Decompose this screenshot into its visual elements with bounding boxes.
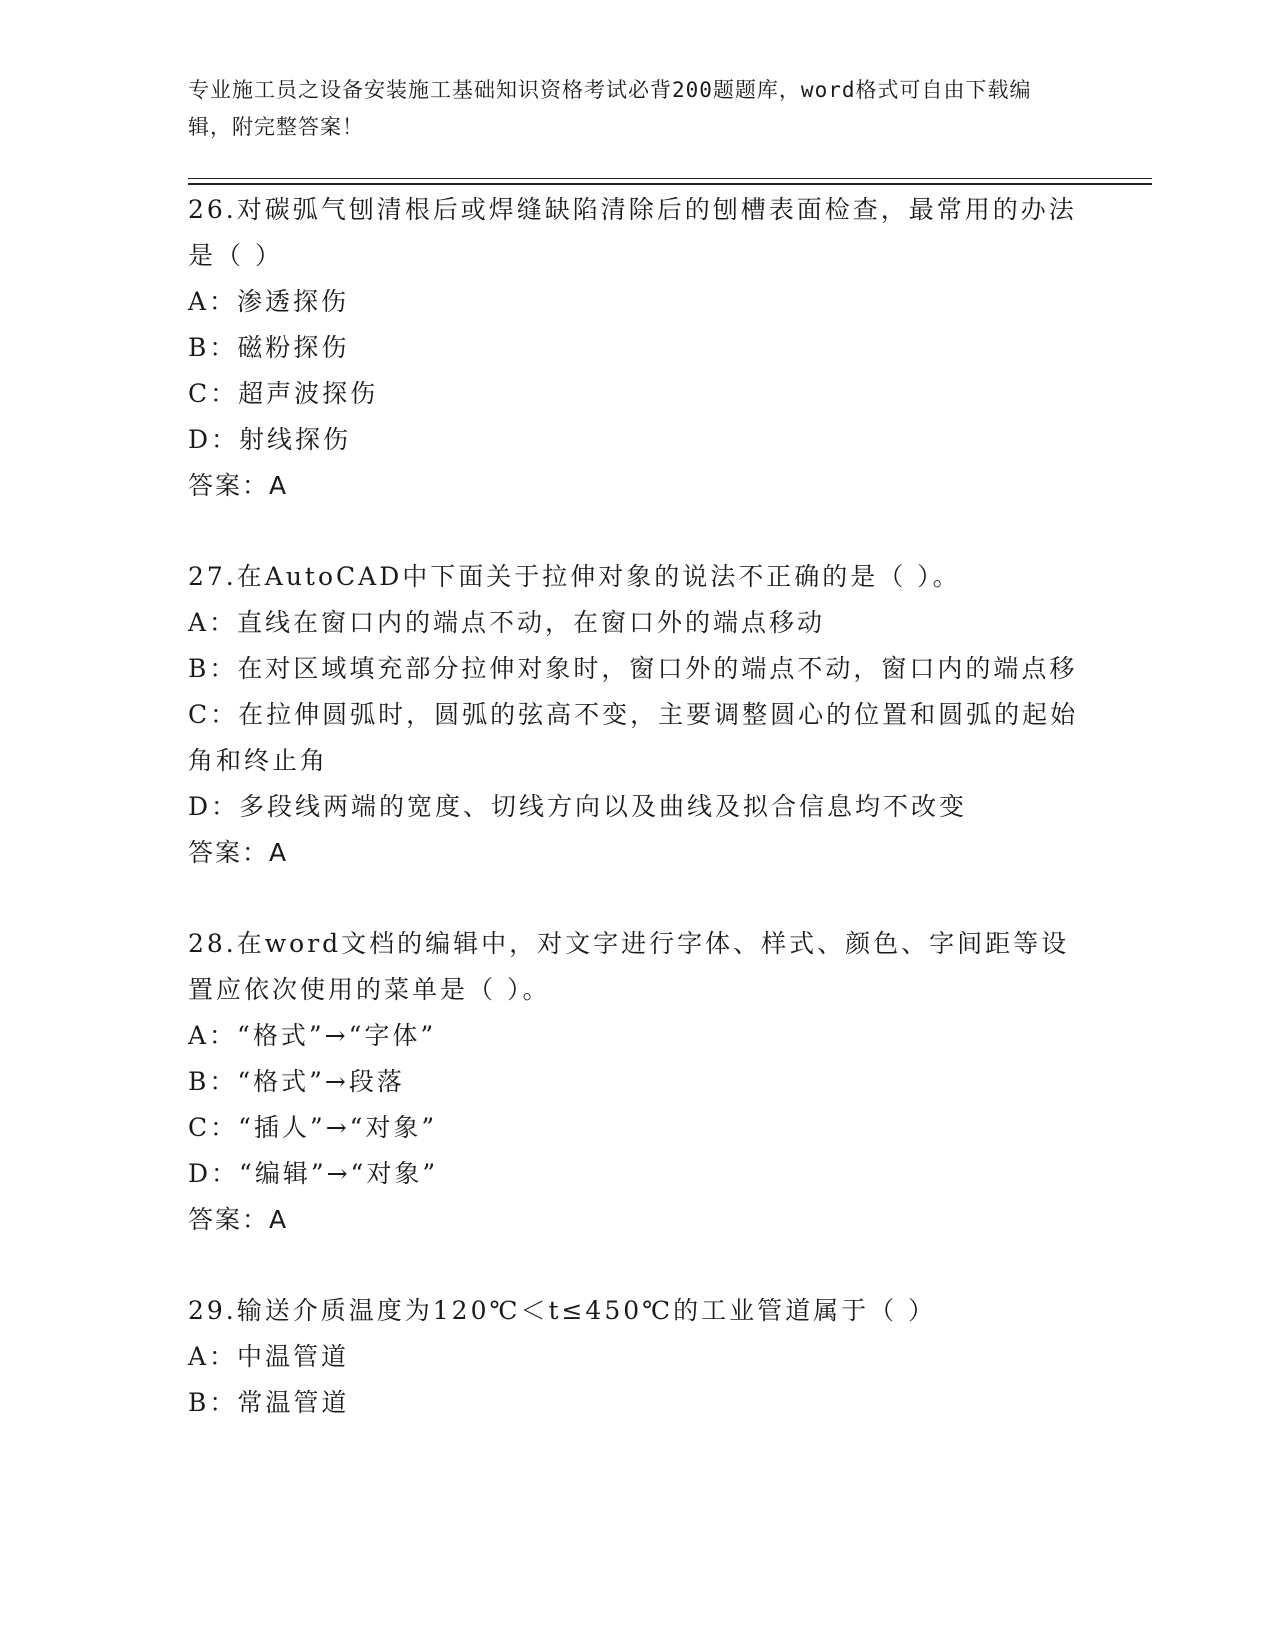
header-divider-thick [188,183,1152,185]
option-c: C：在拉伸圆弧时，圆弧的弦高不变，主要调整圆心的位置和圆弧的起始角和终止角 [188,700,1079,775]
question-27 [188,554,1088,876]
question-29 [188,1288,1088,1426]
option-b: B：磁粉探伤 [188,333,350,362]
answer-line: 答案：A [188,1205,289,1234]
answer-line: 答案：A [188,471,289,500]
question-stem: 27.在AutoCAD中下面关于拉伸对象的说法不正确的是（ ）。 [188,562,961,591]
question-26 [188,187,1088,509]
header-divider-thin [188,178,1152,179]
option-d: D：“编辑”→“对象” [188,1159,439,1188]
option-c: C：超声波探伤 [188,379,379,408]
option-d: D：多段线两端的宽度、切线方向以及曲线及拟合信息均不改变 [188,792,968,821]
answer-line: 答案：A [188,838,289,867]
document-header: 专业施工员之设备安装施工基础知识资格考试必背200题题库，word格式可自由下载编辑，附完整答案！ [188,78,1032,139]
option-d: D：射线探伤 [188,425,352,454]
question-list [188,187,1088,1426]
question-stem: 29.输送介质温度为120℃＜t≤450℃的工业管道属于（ ） [188,1296,937,1325]
option-a: A：直线在窗口内的端点不动，在窗口外的端点移动 [188,608,826,637]
option-a: A：中温管道 [188,1342,350,1371]
option-b: B：在对区域填充部分拉伸对象时，窗口外的端点不动，窗口内的端点移 [188,654,1078,683]
option-b: B：“格式”→段落 [188,1067,405,1096]
question-stem: 26.对碳弧气刨清根后或焊缝缺陷清除后的刨槽表面检查，最常用的办法是（ ） [188,195,1077,270]
option-b: B：常温管道 [188,1388,350,1417]
option-c: C：“插人”→“对象” [188,1113,438,1142]
question-stem: 28.在word文档的编辑中，对文字进行字体、样式、颜色、字间距等设置应依次使用的菜单是（ ）。 [188,929,1070,1004]
option-a: A：渗透探伤 [188,287,350,316]
question-28 [188,921,1088,1243]
option-a: A：“格式”→“字体” [188,1021,437,1050]
